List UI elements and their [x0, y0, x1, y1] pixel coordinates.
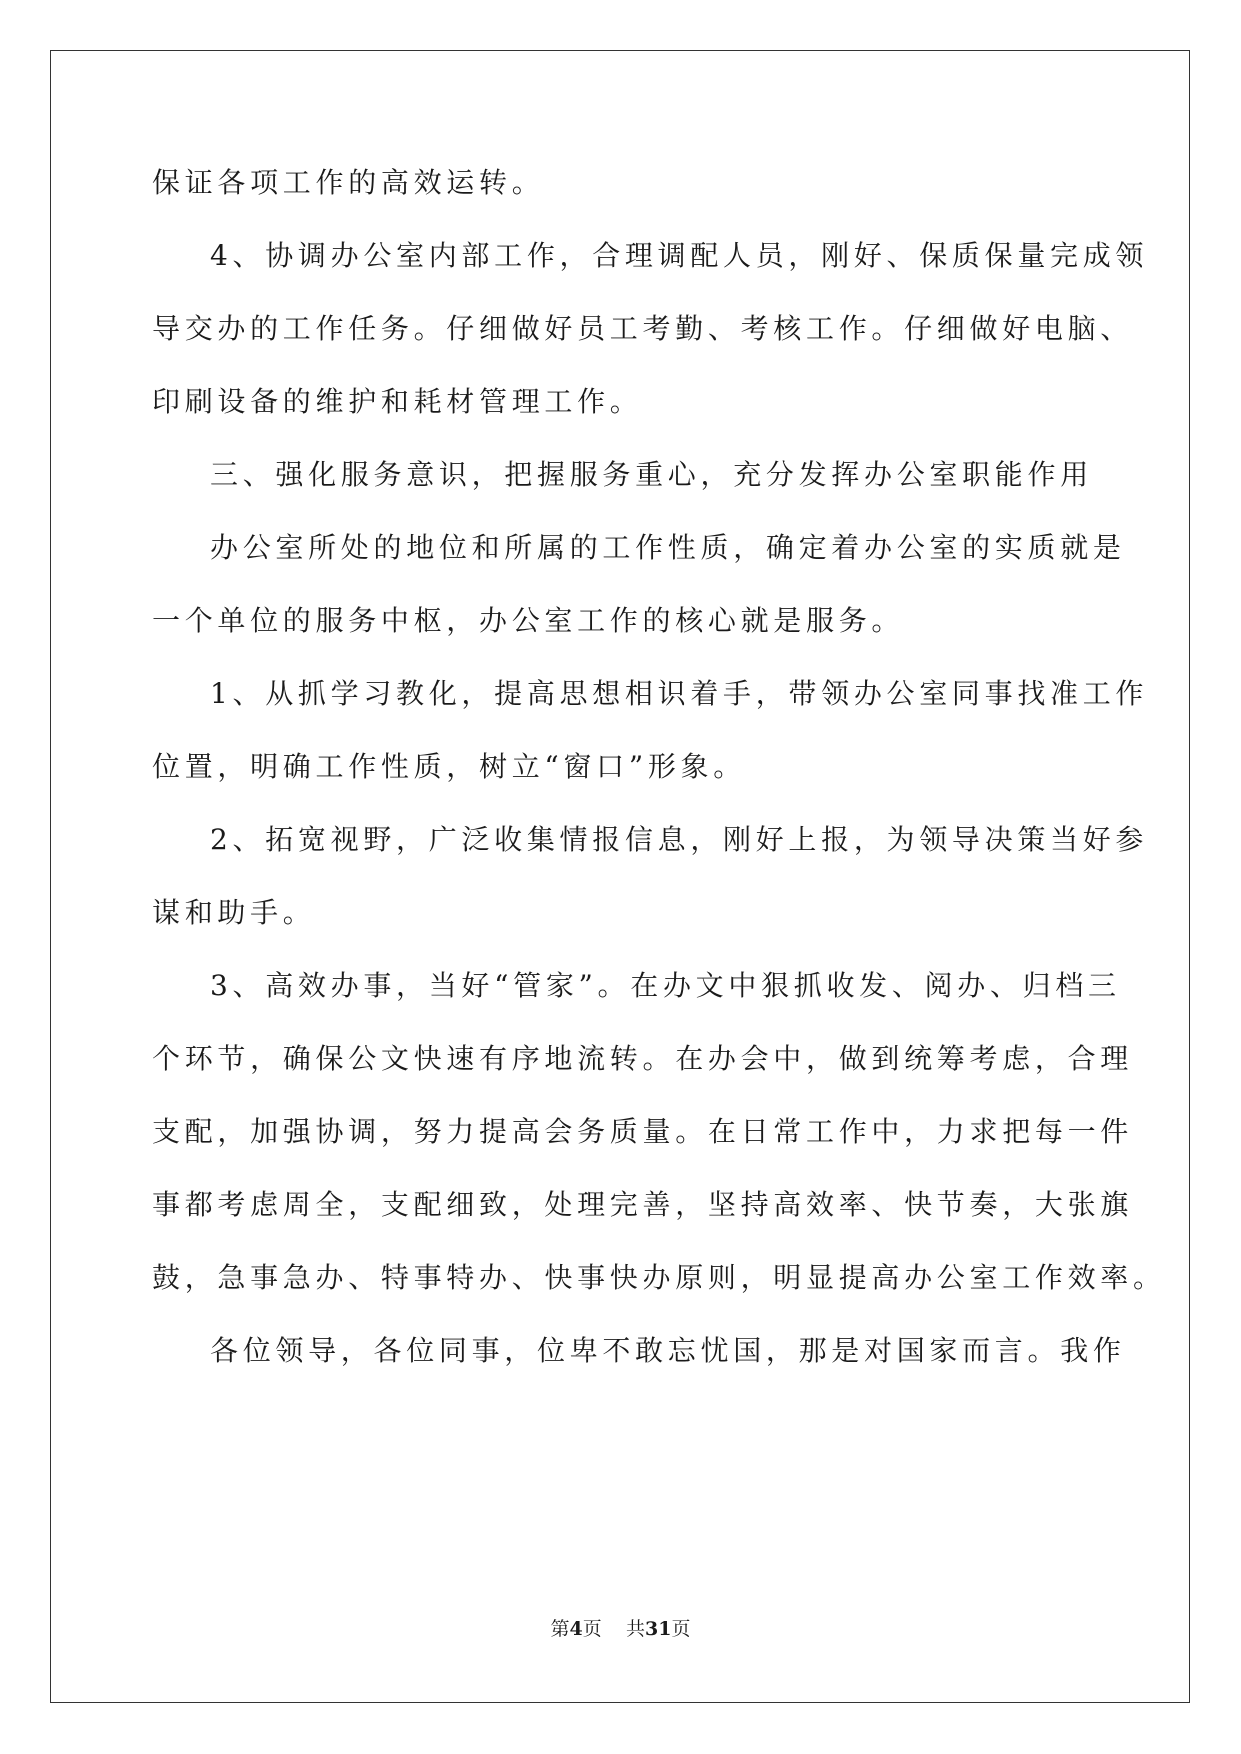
paragraph-line: 办公室所处的地位和所属的工作性质，确定着办公室的实质就是	[210, 531, 1126, 564]
paragraph-line: 2、拓宽视野，广泛收集情报信息，刚好上报，为领导决策当好参	[210, 823, 1149, 856]
page-number: 4	[569, 1618, 583, 1640]
page-prefix: 第	[550, 1618, 570, 1640]
paragraph-line: 个环节，确保公文快速有序地流转。在办会中，做到统筹考虑，合理	[152, 1042, 1134, 1075]
paragraph-line: 1、从抓学习教化，提高思想相识着手，带领办公室同事找准工作	[210, 677, 1149, 710]
paragraph-line: 事都考虑周全，支配细致，处理完善，坚持高效率、快节奏，大张旗	[152, 1188, 1134, 1221]
paragraph-line: 支配，加强协调，努力提高会务质量。在日常工作中，力求把每一件	[152, 1115, 1134, 1148]
paragraph-line: 一个单位的服务中枢，办公室工作的核心就是服务。	[152, 604, 905, 637]
total-prefix: 共	[625, 1618, 645, 1640]
page-border	[50, 50, 1190, 1703]
page-suffix: 页	[582, 1618, 602, 1640]
paragraph-line: 保证各项工作的高效运转。	[152, 166, 545, 199]
paragraph-line: 位置，明确工作性质，树立“窗口”形象。	[152, 750, 746, 783]
total-suffix: 页	[671, 1618, 691, 1640]
paragraph-line: 印刷设备的维护和耗材管理工作。	[152, 385, 643, 418]
paragraph-line: 鼓，急事急办、特事特办、快事快办原则，明显提高办公室工作效率。	[152, 1261, 1166, 1294]
total-pages: 31	[644, 1618, 672, 1640]
page-footer	[0, 1617, 1241, 1641]
paragraph-line: 4、协调办公室内部工作，合理调配人员，刚好、保质保量完成领	[210, 239, 1149, 272]
paragraph-line: 谋和助手。	[152, 896, 316, 929]
paragraph-line: 各位领导，各位同事，位卑不敢忘忧国，那是对国家而言。我作	[210, 1334, 1126, 1367]
section-heading: 三、强化服务意识，把握服务重心，充分发挥办公室职能作用	[210, 458, 1093, 491]
paragraph-line: 导交办的工作任务。仔细做好员工考勤、考核工作。仔细做好电脑、	[152, 312, 1134, 345]
paragraph-line: 3、高效办事，当好“管家”。在办文中狠抓收发、阅办、归档三	[210, 969, 1121, 1002]
